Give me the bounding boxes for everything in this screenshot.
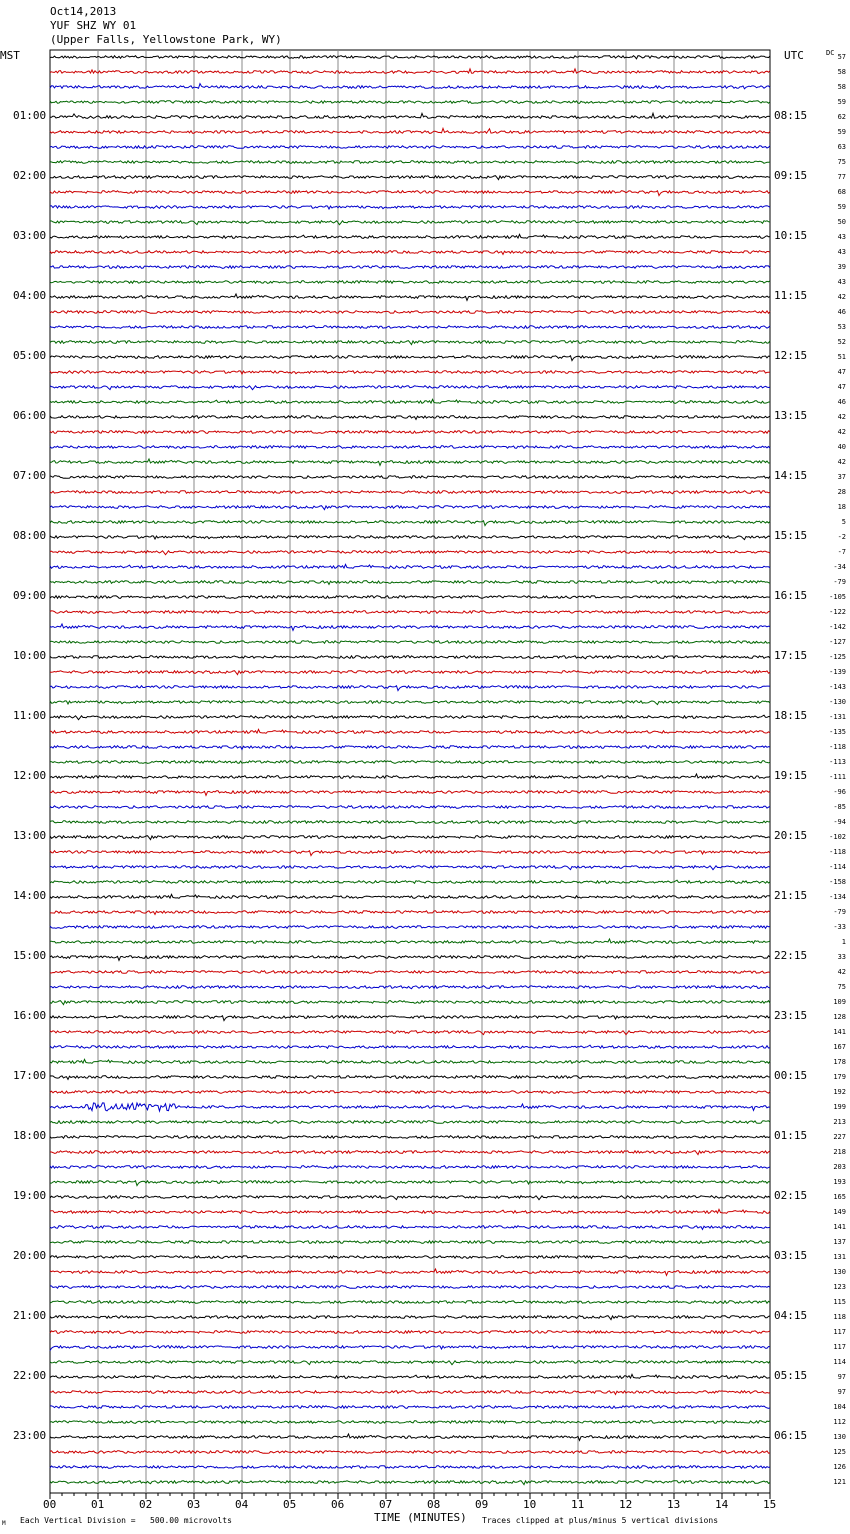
mst-hour-label: 22:00 xyxy=(13,1369,47,1382)
dc-offset-label: 62 xyxy=(837,113,846,121)
mst-hour-label: 12:00 xyxy=(13,769,47,782)
dc-offset-label: 137 xyxy=(833,1238,846,1246)
dc-offset-label: 28 xyxy=(837,488,846,496)
seismic-trace xyxy=(50,1045,770,1048)
mst-hour-label: 11:00 xyxy=(13,709,47,722)
dc-offset-label: -134 xyxy=(829,893,846,901)
utc-hour-label: 11:15 xyxy=(774,289,808,302)
dc-label: DC xyxy=(826,49,835,57)
mst-hour-label: 01:00 xyxy=(13,109,47,122)
dc-offset-label: 165 xyxy=(833,1193,846,1201)
seismic-trace xyxy=(50,656,770,659)
dc-offset-label: 117 xyxy=(833,1328,846,1336)
dc-offset-label: 47 xyxy=(837,383,846,391)
seismic-trace xyxy=(50,266,770,269)
dc-offset-label: 192 xyxy=(833,1088,846,1096)
mst-hour-label: 15:00 xyxy=(13,949,47,962)
dc-offset-label: 199 xyxy=(833,1103,846,1111)
dc-offset-label: 59 xyxy=(837,203,846,211)
dc-offset-label: 149 xyxy=(833,1208,846,1216)
seismic-trace xyxy=(50,1001,770,1005)
utc-hour-label: 13:15 xyxy=(774,409,808,422)
seismic-trace xyxy=(50,459,770,465)
seismic-trace xyxy=(50,371,770,374)
seismic-trace xyxy=(50,821,770,824)
x-tick-label: 07 xyxy=(379,1498,393,1511)
dc-offset-label: 213 xyxy=(833,1118,846,1126)
dc-offset-label: 75 xyxy=(837,158,846,166)
seismic-trace xyxy=(50,611,770,614)
seismic-trace xyxy=(50,911,770,915)
dc-offset-label: 114 xyxy=(833,1358,846,1366)
seismic-trace xyxy=(50,234,770,238)
utc-hour-label: 08:15 xyxy=(774,109,808,122)
dc-offset-label: -142 xyxy=(829,623,846,631)
seismic-trace xyxy=(50,1391,770,1395)
seismic-trace xyxy=(50,1226,770,1230)
seismic-trace xyxy=(50,1434,770,1440)
x-tick-label: 14 xyxy=(715,1498,729,1511)
seismic-trace xyxy=(50,491,770,494)
utc-hour-label: 05:15 xyxy=(774,1369,808,1382)
x-tick-label: 03 xyxy=(187,1498,201,1511)
seismic-trace xyxy=(50,851,770,856)
dc-offset-label: 47 xyxy=(837,368,846,376)
dc-offset-label: 141 xyxy=(833,1223,846,1231)
seismic-trace xyxy=(50,761,770,764)
seismic-trace xyxy=(50,686,770,691)
mst-hour-label: 17:00 xyxy=(13,1069,47,1082)
x-tick-label: 00 xyxy=(43,1498,57,1511)
seismic-trace xyxy=(50,1269,770,1275)
seismic-trace xyxy=(50,84,770,89)
seismic-trace xyxy=(50,536,770,540)
utc-hour-label: 17:15 xyxy=(774,649,808,662)
dc-offset-label: 126 xyxy=(833,1463,846,1471)
utc-hour-label: 09:15 xyxy=(774,169,808,182)
dc-offset-label: 42 xyxy=(837,458,846,466)
dc-offset-label: 42 xyxy=(837,293,846,301)
seismic-trace xyxy=(50,191,770,196)
seismic-trace xyxy=(50,294,770,300)
dc-offset-label: 109 xyxy=(833,998,846,1006)
dc-offset-label: -2 xyxy=(837,533,846,541)
seismic-trace xyxy=(50,1091,770,1094)
seismic-trace xyxy=(50,326,770,329)
dc-offset-label: 179 xyxy=(833,1073,846,1081)
dc-offset-label: -118 xyxy=(829,743,846,751)
dc-offset-label: 58 xyxy=(837,83,846,91)
dc-offset-label: -143 xyxy=(829,683,846,691)
seismic-trace xyxy=(50,399,770,403)
dc-offset-label: -139 xyxy=(829,668,846,676)
mst-hour-label: 18:00 xyxy=(13,1129,47,1142)
seismic-trace xyxy=(50,506,770,510)
utc-hour-label: 10:15 xyxy=(774,229,808,242)
dc-offset-label: 59 xyxy=(837,128,846,136)
seismic-trace xyxy=(50,1374,770,1378)
dc-offset-label: -127 xyxy=(829,638,846,646)
seismic-trace xyxy=(50,1151,770,1155)
utc-hour-label: 18:15 xyxy=(774,709,808,722)
seismic-trace xyxy=(50,1121,770,1124)
dc-offset-label: 63 xyxy=(837,143,846,151)
scale-note: Each Vertical Division = 500.00 microvolts xyxy=(20,1516,232,1525)
seismic-trace xyxy=(50,386,770,390)
dc-offset-label: 46 xyxy=(837,308,846,316)
seismic-trace xyxy=(50,1346,770,1351)
seismic-trace xyxy=(50,894,770,898)
seismic-trace xyxy=(50,1301,770,1304)
seismic-trace xyxy=(50,146,770,149)
x-tick-label: 13 xyxy=(667,1498,681,1511)
utc-hour-label: 00:15 xyxy=(774,1069,808,1082)
seismic-trace xyxy=(50,774,770,778)
dc-offset-label: 68 xyxy=(837,188,846,196)
seismic-trace xyxy=(50,1331,770,1334)
mst-hour-label: 21:00 xyxy=(13,1309,47,1322)
dc-offset-label: 46 xyxy=(837,398,846,406)
dc-offset-label: 33 xyxy=(837,953,846,961)
seismic-trace xyxy=(50,128,770,133)
dc-offset-label: 51 xyxy=(837,353,846,361)
seismic-trace xyxy=(50,281,770,284)
seismic-trace xyxy=(50,341,770,345)
seismic-trace xyxy=(50,161,770,164)
x-tick-label: 10 xyxy=(523,1498,537,1511)
mst-hour-label: 05:00 xyxy=(13,349,47,362)
seismic-trace xyxy=(50,671,770,675)
dc-offset-label: 58 xyxy=(837,68,846,76)
utc-hour-label: 02:15 xyxy=(774,1189,808,1202)
dc-offset-label: 39 xyxy=(837,263,846,271)
seismic-trace xyxy=(50,1361,770,1365)
dc-offset-label: -130 xyxy=(829,698,846,706)
dc-offset-label: 97 xyxy=(837,1388,846,1396)
mst-hour-label: 20:00 xyxy=(13,1249,47,1262)
station-label: YUF SHZ WY 01 xyxy=(50,19,137,32)
dc-offset-label: 128 xyxy=(833,1013,846,1021)
dc-offset-label: -111 xyxy=(829,773,846,781)
x-tick-label: 06 xyxy=(331,1498,345,1511)
dc-offset-label: 104 xyxy=(833,1403,846,1411)
dc-offset-label: -34 xyxy=(833,563,846,571)
utc-hour-label: 12:15 xyxy=(774,349,808,362)
seismic-trace xyxy=(50,1136,770,1139)
seismic-trace xyxy=(50,880,770,883)
utc-hour-label: 23:15 xyxy=(774,1009,808,1022)
dc-offset-label: 141 xyxy=(833,1028,846,1036)
dc-offset-label: 1 xyxy=(841,938,846,946)
dc-offset-label: 115 xyxy=(833,1298,846,1306)
dc-offset-label: 123 xyxy=(833,1283,846,1291)
utc-hour-label: 16:15 xyxy=(774,589,808,602)
seismic-trace xyxy=(50,1241,770,1244)
dc-offset-label: -135 xyxy=(829,728,846,736)
dc-offset-label: 43 xyxy=(837,278,846,286)
dc-offset-label: 193 xyxy=(833,1178,846,1186)
seismic-trace xyxy=(50,729,770,733)
dc-offset-label: 125 xyxy=(833,1448,846,1456)
x-tick-label: 01 xyxy=(91,1498,105,1511)
seismic-trace xyxy=(50,701,770,705)
x-tick-label: 12 xyxy=(619,1498,633,1511)
seismic-trace xyxy=(50,1103,770,1111)
dc-offset-label: -85 xyxy=(833,803,846,811)
dc-offset-label: 218 xyxy=(833,1148,846,1156)
seismic-trace xyxy=(50,1076,770,1080)
dc-offset-label: -131 xyxy=(829,713,846,721)
seismic-trace xyxy=(50,521,770,526)
dc-offset-label: -79 xyxy=(833,908,846,916)
dc-offset-label: 42 xyxy=(837,413,846,421)
mst-hour-label: 23:00 xyxy=(13,1429,47,1442)
x-tick-label: 05 xyxy=(283,1498,297,1511)
seismic-trace xyxy=(50,1181,770,1186)
seismic-trace xyxy=(50,581,770,585)
dc-offset-label: 77 xyxy=(837,173,846,181)
seismic-trace xyxy=(50,939,770,943)
dc-offset-label: 75 xyxy=(837,983,846,991)
utc-hour-label: 15:15 xyxy=(774,529,808,542)
seismic-trace xyxy=(50,1286,770,1289)
seismic-trace xyxy=(50,1466,770,1469)
dc-offset-label: 42 xyxy=(837,968,846,976)
seismic-trace xyxy=(50,986,770,989)
dc-offset-label: -125 xyxy=(829,653,846,661)
clip-note: Traces clipped at plus/minus 5 vertical divisions xyxy=(482,1516,719,1525)
seismic-trace xyxy=(50,446,770,449)
mst-hour-label: 10:00 xyxy=(13,649,47,662)
seismic-trace xyxy=(50,356,770,361)
dc-offset-label: 5 xyxy=(841,518,846,526)
seismic-trace xyxy=(50,1256,770,1259)
dc-offset-label: -7 xyxy=(837,548,846,556)
seismic-trace xyxy=(50,476,770,479)
mst-hour-label: 08:00 xyxy=(13,529,47,542)
dc-offset-label: 59 xyxy=(837,98,846,106)
seismic-trace xyxy=(50,1406,770,1409)
dc-offset-label: -118 xyxy=(829,848,846,856)
dc-offset-label: 227 xyxy=(833,1133,846,1141)
mst-hour-label: 19:00 xyxy=(13,1189,47,1202)
seismic-trace xyxy=(50,746,770,750)
x-tick-label: 08 xyxy=(427,1498,441,1511)
seismic-trace xyxy=(50,715,770,720)
mst-hour-label: 14:00 xyxy=(13,889,47,902)
dc-offset-label: -158 xyxy=(829,878,846,886)
seismic-trace xyxy=(50,113,770,118)
seismic-trace xyxy=(50,1316,770,1320)
seismic-trace xyxy=(50,1209,770,1213)
dc-offset-label: 130 xyxy=(833,1268,846,1276)
dc-offset-label: 53 xyxy=(837,323,846,331)
seismic-trace xyxy=(50,926,770,929)
mst-hour-label: 03:00 xyxy=(13,229,47,242)
seismic-trace xyxy=(50,806,770,809)
seismic-trace xyxy=(50,1031,770,1035)
seismic-trace xyxy=(50,1016,770,1021)
dc-offset-label: 40 xyxy=(837,443,846,451)
dc-offset-label: -79 xyxy=(833,578,846,586)
dc-offset-label: 121 xyxy=(833,1478,846,1486)
dc-offset-label: 203 xyxy=(833,1163,846,1171)
location-label: (Upper Falls, Yellowstone Park, WY) xyxy=(50,33,282,46)
x-tick-label: 02 xyxy=(139,1498,153,1511)
dc-offset-label: 42 xyxy=(837,428,846,436)
utc-axis-label: UTC xyxy=(784,49,804,62)
seismic-trace xyxy=(50,956,770,961)
dc-offset-label: 178 xyxy=(833,1058,846,1066)
mst-hour-label: 09:00 xyxy=(13,589,47,602)
dc-offset-label: 37 xyxy=(837,473,846,481)
seismic-trace xyxy=(50,311,770,314)
dc-offset-label: 50 xyxy=(837,218,846,226)
seismic-trace xyxy=(50,1196,770,1200)
seismic-trace xyxy=(50,564,770,568)
dc-offset-label: 167 xyxy=(833,1043,846,1051)
dc-offset-label: 117 xyxy=(833,1343,846,1351)
seismic-trace xyxy=(50,596,770,599)
utc-hour-label: 03:15 xyxy=(774,1249,808,1262)
dc-offset-label: -122 xyxy=(829,608,846,616)
x-tick-label: 11 xyxy=(571,1498,585,1511)
seismic-trace xyxy=(50,624,770,630)
seismic-trace xyxy=(50,56,770,59)
x-axis-title: TIME (MINUTES) xyxy=(374,1511,467,1524)
dc-offset-label: -102 xyxy=(829,833,846,841)
seismic-trace xyxy=(50,431,770,434)
utc-hour-label: 01:15 xyxy=(774,1129,808,1142)
mst-hour-label: 13:00 xyxy=(13,829,47,842)
utc-hour-label: 22:15 xyxy=(774,949,808,962)
dc-offset-label: -113 xyxy=(829,758,846,766)
dc-offset-label: 130 xyxy=(833,1433,846,1441)
utc-hour-label: 19:15 xyxy=(774,769,808,782)
x-tick-label: 15 xyxy=(763,1498,777,1511)
seismic-trace xyxy=(50,69,770,73)
seismic-trace xyxy=(50,176,770,180)
seismic-trace xyxy=(50,1166,770,1169)
dc-offset-label: 118 xyxy=(833,1313,846,1321)
utc-hour-label: 21:15 xyxy=(774,889,808,902)
utc-hour-label: 20:15 xyxy=(774,829,808,842)
seismic-trace xyxy=(50,1451,770,1454)
seismic-trace xyxy=(50,206,770,209)
utc-hour-label: 04:15 xyxy=(774,1309,808,1322)
dc-offset-label: 57 xyxy=(837,53,846,61)
seismic-trace xyxy=(50,866,770,870)
mst-hour-label: 04:00 xyxy=(13,289,47,302)
mst-hour-label: 16:00 xyxy=(13,1009,47,1022)
mst-axis-label: MST xyxy=(0,49,20,62)
date-label: Oct14,2013 xyxy=(50,5,117,18)
seismic-trace xyxy=(50,791,770,796)
seismic-trace xyxy=(50,641,770,644)
seismic-trace xyxy=(50,101,770,104)
dc-offset-label: -96 xyxy=(833,788,846,796)
dc-offset-label: 18 xyxy=(837,503,846,511)
dc-offset-label: -105 xyxy=(829,593,846,601)
dc-offset-label: 52 xyxy=(837,338,846,346)
dc-offset-label: 97 xyxy=(837,1373,846,1381)
corner-mark: M xyxy=(2,1520,6,1527)
dc-offset-label: 131 xyxy=(833,1253,846,1261)
mst-hour-label: 02:00 xyxy=(13,169,47,182)
seismic-trace xyxy=(50,1059,770,1063)
seismic-trace xyxy=(50,971,770,974)
seismic-trace xyxy=(50,1421,770,1424)
seismic-trace xyxy=(50,416,770,420)
seismic-trace xyxy=(50,1481,770,1485)
dc-offset-label: 43 xyxy=(837,248,846,256)
x-tick-label: 04 xyxy=(235,1498,249,1511)
seismic-trace xyxy=(50,836,770,840)
mst-hour-label: 06:00 xyxy=(13,409,47,422)
dc-offset-label: -94 xyxy=(833,818,846,826)
dc-offset-label: 112 xyxy=(833,1418,846,1426)
seismic-trace xyxy=(50,251,770,255)
dc-offset-label: 43 xyxy=(837,233,846,241)
mst-hour-label: 07:00 xyxy=(13,469,47,482)
dc-offset-label: -114 xyxy=(829,863,846,871)
seismic-trace xyxy=(50,551,770,555)
utc-hour-label: 06:15 xyxy=(774,1429,808,1442)
seismic-trace xyxy=(50,221,770,225)
dc-offset-label: -33 xyxy=(833,923,846,931)
utc-hour-label: 14:15 xyxy=(774,469,808,482)
x-tick-label: 09 xyxy=(475,1498,489,1511)
